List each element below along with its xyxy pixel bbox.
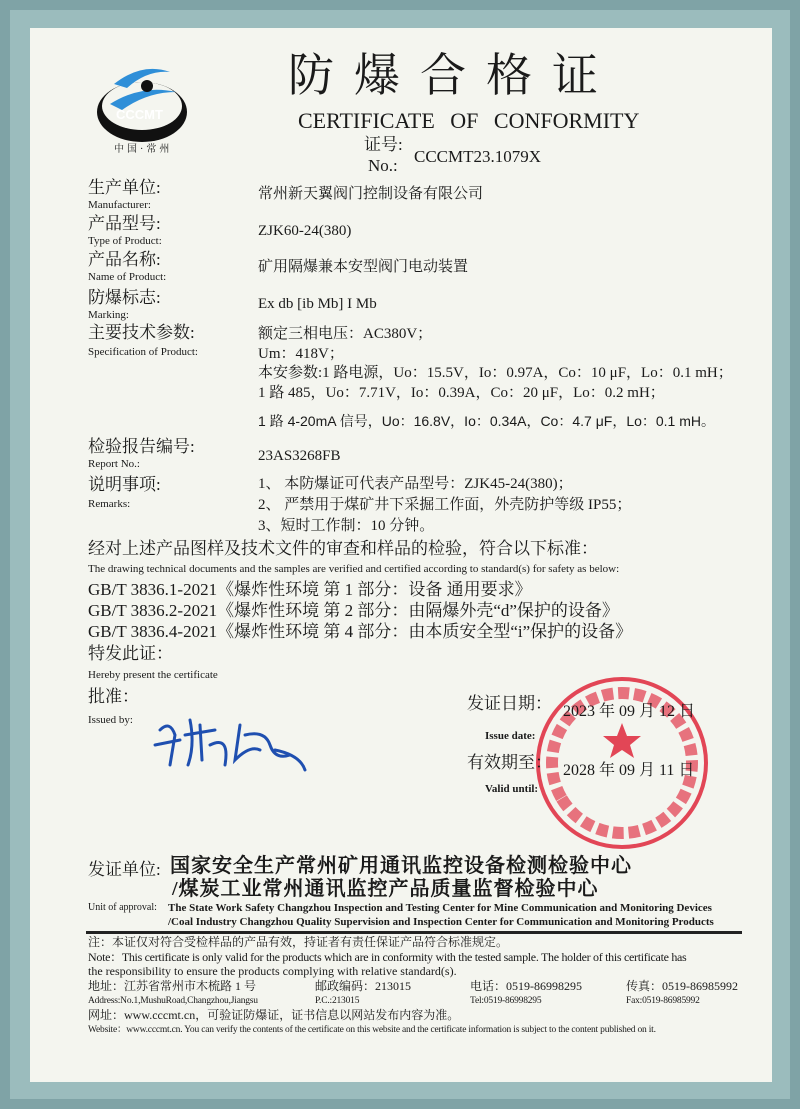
issue-date-value: 2023 年 09 月 12 日 <box>563 703 696 720</box>
logo-text: CCCMT <box>116 107 163 122</box>
website-en: Website：www.cccmt.cn. You can verify the contents of the certificate on this website and the certificate information is subject to the content published on it. <box>88 1025 656 1035</box>
cccmt-logo <box>92 62 192 157</box>
issued-by-cn: 批准： <box>88 687 139 706</box>
field-value: 常州新天翼阀门控制设备有限公司 <box>258 186 484 202</box>
field-label-cn: 检验报告编号: <box>88 437 195 456</box>
valid-until-label-cn: 有效期至： <box>467 753 552 772</box>
field-label-en: Manufacturer: <box>88 199 151 211</box>
field-label-cn: 主要技术参数: <box>88 323 195 342</box>
field-value: Ex db [ib Mb] I Mb <box>258 296 377 312</box>
note-en-2: the responsibility to ensure the products complying with relative standard(s). <box>88 964 457 978</box>
address-cn: 地址：江苏省常州市木梳路 1 号 <box>88 979 257 993</box>
tel-cn: 电话：0519-86998295 <box>470 979 582 993</box>
field-value: 3、短时工作制：10 分钟。 <box>258 518 435 534</box>
field-value: ZJK60-24(380) <box>258 223 352 239</box>
field-label-en: Type of Product: <box>88 235 162 247</box>
title-cn: 防爆合格证 <box>288 50 618 101</box>
field-label-cn: 生产单位: <box>88 178 161 197</box>
issued-by-en: Issued by: <box>88 714 133 726</box>
field-label-en: Report No.: <box>88 458 140 470</box>
postcode-cn: 邮政编码：213015 <box>315 979 412 993</box>
unit-label-cn: 发证单位: <box>88 860 161 879</box>
cert-no-label-en: No.: <box>368 156 398 175</box>
fax-cn: 传真：0519-86985992 <box>626 979 738 993</box>
field-value: Um：418V； <box>258 346 344 362</box>
title-en: CERTIFICATE OF CONFORMITY <box>298 108 640 133</box>
field-value: 1 路 4-20mA 信号，Uo：16.8V，Io：0.34A，Co：4.7 μF，Lo：0.1 mH。 <box>258 413 716 429</box>
unit-line1-en: The State Work Safety Changzhou Inspection and Testing Center for Mine Communication and Monitoring Devices <box>168 902 712 914</box>
stamp-star-icon <box>603 723 641 758</box>
field-label-cn: 说明事项: <box>88 475 161 494</box>
issue-date-label-cn: 发证日期： <box>467 694 552 713</box>
hereby-en: Hereby present the certificate <box>88 669 218 681</box>
unit-line2-en: /Coal Industry Changzhou Quality Supervision and Inspection Center for Communication and Monitoring Products <box>168 916 714 928</box>
standard-2: GB/T 3836.2-2021《爆炸性环境 第 2 部分：由隔爆外壳“d”保护的设备》 <box>88 601 619 620</box>
field-value: 23AS3268FB <box>258 448 341 464</box>
field-label-cn: 产品型号: <box>88 214 161 233</box>
field-value: 额定三相电压：AC380V； <box>258 326 433 342</box>
unit-label-en: Unit of approval: <box>88 902 157 913</box>
field-label-en: Name of Product: <box>88 271 167 283</box>
fax-en: Fax:0519-86985992 <box>626 996 700 1006</box>
unit-line1-cn: 国家安全生产常州矿用通讯监控设备检测检验中心 <box>170 855 632 877</box>
valid-until-value: 2028 年 09 月 11 日 <box>563 762 695 779</box>
standard-1: GB/T 3836.1-2021《爆炸性环境 第 1 部分：设备 通用要求》 <box>88 580 532 599</box>
note-cn: 注：本证仅对符合受检样品的产品有效，持证者有责任保证产品符合标准规定。 <box>88 935 509 949</box>
field-label-cn: 产品名称: <box>88 250 161 269</box>
address-en: Address:No.1,MushuRoad,Changzhou,Jiangsu <box>88 996 258 1006</box>
tel-en: Tel:0519-86998295 <box>470 996 542 1006</box>
field-value: 1、 本防爆证可代表产品型号：ZJK45-24(380)； <box>258 476 573 492</box>
field-value: 1 路 485，Uo：7.71V，Io：0.39A，Co：20 μF，Lo：0.2 mH； <box>258 385 665 401</box>
signature <box>150 705 310 775</box>
hereby-cn: 特发此证： <box>88 644 173 663</box>
postcode-en: P.C.:213015 <box>315 996 360 1006</box>
field-value: 2、 严禁用于煤矿井下采掘工作面，外壳防护等级 IP55； <box>258 497 632 513</box>
note-en-1: Note：This certificate is only valid for the products which are in conformity with the tested sample. The holder of this certificate has <box>88 950 687 964</box>
logo-subtitle: 中国·常州 <box>114 144 173 155</box>
issue-date-label-en: Issue date: <box>485 730 536 742</box>
field-label-en: Remarks: <box>88 498 131 510</box>
standard-3: GB/T 3836.4-2021《爆炸性环境 第 4 部分：由本质安全型“i”保护的设备》 <box>88 622 633 641</box>
field-value: 矿用隔爆兼本安型阀门电动装置 <box>258 259 469 275</box>
website-cn: 网址：www.cccmt.cn，可验证防爆证，证书信息以网站发布内容为准。 <box>88 1008 460 1022</box>
field-label-en: Specification of Product: <box>88 346 198 358</box>
cert-no-label-cn: 证号: <box>364 135 403 154</box>
cert-no-value: CCCMT23.1079X <box>414 147 542 166</box>
field-label-en: Marking: <box>88 309 129 321</box>
unit-line2-cn: /煤炭工业常州通讯监控产品质量监督检验中心 <box>172 878 599 900</box>
statement-en: The drawing technical documents and the samples are verified and certified according to standard(s) for safety as below: <box>88 563 620 575</box>
divider <box>86 931 742 934</box>
valid-until-label-en: Valid until: <box>485 783 539 795</box>
statement-cn: 经对上述产品图样及技术文件的审查和样品的检验，符合以下标准： <box>88 539 598 558</box>
field-value: 本安参数:1 路电源，Uo：15.5V，Io：0.97A，Co：10 μF，Lo：0.1 mH； <box>258 365 733 381</box>
field-label-cn: 防爆标志: <box>88 288 161 307</box>
